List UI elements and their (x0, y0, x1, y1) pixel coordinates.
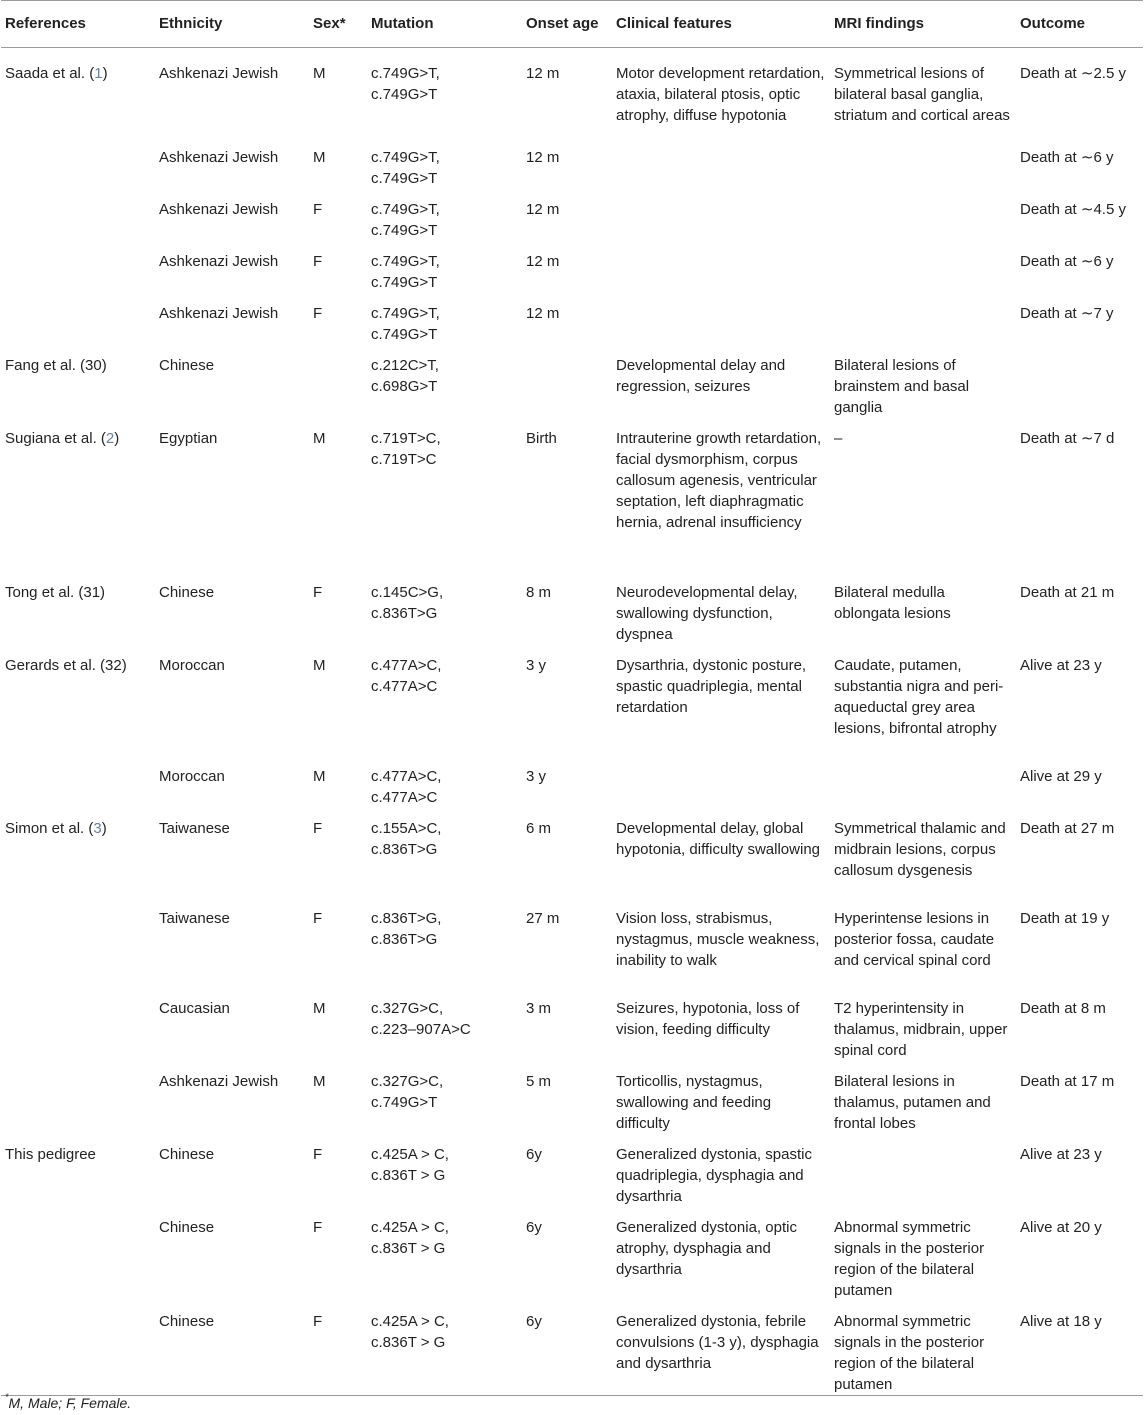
ethnicity-cell-text: Egyptian (159, 429, 218, 447)
reference-close: ) (101, 819, 107, 837)
sex-cell (309, 418, 367, 572)
reference-cell (1, 418, 155, 572)
reference-close: ) (114, 429, 120, 447)
footnote (5, 1393, 131, 1413)
sex-cell (309, 48, 367, 137)
onset-age-cell-text: 6 m (526, 819, 552, 837)
mutation-cell-text: c.327G>C, c.749G>T (371, 1072, 444, 1111)
table-row (1, 241, 1143, 293)
onset-age-cell-text: Birth (526, 429, 557, 447)
reference-cell (1, 137, 155, 189)
sex-cell-text: M (313, 65, 326, 82)
onset-age-cell-text: 12 m (526, 200, 560, 218)
onset-age-cell-text: 3 y (526, 767, 547, 785)
outcome-cell (1016, 241, 1143, 293)
ethnicity-cell (155, 48, 309, 137)
clinical-features-cell-text: Motor development retardation, ataxia, bilateral ptosis, optic atrophy, diffuse hypotonia (616, 65, 825, 124)
mri-findings-cell (830, 137, 1016, 189)
clinical-features-cell (612, 1134, 830, 1207)
mri-findings-cell (830, 898, 1016, 988)
header-mutation: Mutation (367, 1, 522, 48)
clinical-features-cell-text: Seizures, hypotonia, loss of vision, feeding difficulty (616, 999, 800, 1038)
table-row (1, 898, 1143, 988)
onset-age-cell-text: 12 m (526, 65, 560, 82)
mutation-cell (367, 293, 522, 345)
sex-cell-text: F (313, 252, 323, 270)
outcome-cell (1016, 48, 1143, 137)
clinical-features-cell-text: Generalized dystonia, optic atrophy, dysphagia and dysarthria (616, 1218, 797, 1278)
footnote-marker: * (5, 1392, 9, 1402)
ethnicity-cell-text: Taiwanese (159, 909, 230, 927)
mutation-cell (367, 345, 522, 418)
ethnicity-cell (155, 1061, 309, 1134)
reference-cell (1, 293, 155, 345)
ethnicity-cell (155, 1207, 309, 1301)
table-row (1, 48, 1143, 137)
table-row (1, 1301, 1143, 1395)
reference-cell (1, 48, 155, 137)
table-body (1, 48, 1143, 1396)
ethnicity-cell (155, 1134, 309, 1207)
clinical-features-cell (612, 1207, 830, 1301)
outcome-cell (1016, 988, 1143, 1061)
ethnicity-cell-text: Moroccan (159, 767, 225, 785)
ethnicity-cell (155, 756, 309, 808)
clinical-features-cell (612, 808, 830, 898)
ethnicity-cell (155, 988, 309, 1061)
mutation-cell (367, 808, 522, 898)
onset-age-cell (522, 808, 612, 898)
outcome-cell-text: Death at ∼6 y (1020, 148, 1114, 166)
reference-link[interactable]: 1 (94, 65, 103, 82)
mutation-cell (367, 756, 522, 808)
mutation-cell-text: c.327G>C, c.223–907A>C (371, 999, 471, 1038)
ethnicity-cell-text: Chinese (159, 1145, 215, 1163)
onset-age-cell-text: 12 m (526, 304, 560, 322)
mutation-cell (367, 1134, 522, 1207)
sex-cell-text: M (313, 1072, 326, 1090)
table-row (1, 572, 1143, 645)
ethnicity-cell-text: Ashkenazi Jewish (159, 65, 279, 82)
reference-cell (1, 1301, 155, 1395)
clinical-features-cell (612, 48, 830, 137)
mri-findings-cell (830, 645, 1016, 756)
mri-findings-cell-text: Bilateral lesions in thalamus, putamen and frontal lobes (834, 1072, 991, 1132)
outcome-cell-text: Death at 27 m (1020, 819, 1115, 837)
table-bottom-rule (1, 1395, 1143, 1396)
mutation-cell (367, 48, 522, 137)
sex-cell (309, 241, 367, 293)
mri-findings-cell (830, 1207, 1016, 1301)
clinical-features-cell-text: Neurodevelopmental delay, swallowing dysfunction, dyspnea (616, 583, 798, 643)
sex-cell (309, 1207, 367, 1301)
outcome-cell (1016, 189, 1143, 241)
ethnicity-cell (155, 808, 309, 898)
clinical-features-cell-text: Generalized dystonia, spastic quadriplegia, dysphagia and dysarthria (616, 1145, 812, 1205)
onset-age-cell (522, 293, 612, 345)
mutation-cell (367, 1207, 522, 1301)
reference-text: Simon et al. ( (5, 819, 94, 837)
outcome-cell (1016, 293, 1143, 345)
ethnicity-cell-text: Ashkenazi Jewish (159, 148, 279, 166)
onset-age-cell (522, 48, 612, 137)
mutation-cell (367, 418, 522, 572)
clinical-features-cell-text: Torticollis, nystagmus, swallowing and feeding difficulty (616, 1072, 772, 1132)
onset-age-cell (522, 137, 612, 189)
ethnicity-cell-text: Taiwanese (159, 819, 230, 837)
clinical-features-cell (612, 572, 830, 645)
ethnicity-cell-text: Chinese (159, 583, 215, 601)
sex-cell-text: F (313, 304, 323, 322)
outcome-cell-text: Death at ∼4.5 y (1020, 200, 1126, 218)
reference-cell (1, 898, 155, 988)
mri-findings-cell-text: Bilateral lesions of brainstem and basal ganglia (834, 356, 970, 416)
mri-findings-cell-text: Hyperintense lesions in posterior fossa, caudate and cervical spinal cord (834, 909, 995, 969)
outcome-cell (1016, 345, 1143, 418)
mri-findings-cell-text: – (834, 429, 843, 447)
reference-text: Tong et al. (31) (5, 583, 106, 601)
onset-age-cell (522, 756, 612, 808)
reference-cell (1, 241, 155, 293)
sex-cell-text: F (313, 819, 323, 837)
outcome-cell (1016, 1301, 1143, 1395)
mri-findings-cell (830, 572, 1016, 645)
onset-age-cell-text: 27 m (526, 909, 560, 927)
onset-age-cell (522, 645, 612, 756)
ethnicity-cell (155, 137, 309, 189)
sex-cell (309, 898, 367, 988)
sex-cell (309, 572, 367, 645)
ethnicity-cell-text: Ashkenazi Jewish (159, 200, 279, 218)
mutation-cell-text: c.749G>T, c.749G>T (371, 304, 440, 343)
sex-cell (309, 808, 367, 898)
mri-findings-cell-text: Caudate, putamen, substantia nigra and peri-aqueductal grey area lesions, bifrontal atrophy (834, 656, 1004, 737)
outcome-cell-text: Death at 21 m (1020, 583, 1115, 601)
sex-cell-text: M (313, 148, 326, 166)
reference-cell (1, 1061, 155, 1134)
reference-cell (1, 572, 155, 645)
mutation-cell-text: c.836T>G, c.836T>G (371, 909, 442, 948)
outcome-cell-text: Death at 17 m (1020, 1072, 1115, 1090)
sex-cell-text: F (313, 909, 323, 927)
bottom-rule-line (1, 1395, 1143, 1396)
ethnicity-cell-text: Ashkenazi Jewish (159, 1072, 279, 1090)
ethnicity-cell-text: Chinese (159, 356, 215, 374)
table-row (1, 988, 1143, 1061)
outcome-cell (1016, 137, 1143, 189)
ethnicity-cell (155, 241, 309, 293)
mutation-cell (367, 1061, 522, 1134)
onset-age-cell (522, 1207, 612, 1301)
mutation-cell (367, 988, 522, 1061)
mri-findings-cell (830, 1061, 1016, 1134)
sex-cell-text: M (313, 999, 326, 1017)
header-mri-findings: MRI findings (830, 1, 1016, 48)
outcome-cell-text: Death at ∼7 d (1020, 429, 1115, 447)
onset-age-cell-text: 12 m (526, 148, 560, 166)
clinical-features-cell-text: Vision loss, strabismus, nystagmus, muscle weakness, inability to walk (616, 909, 820, 969)
table-row (1, 345, 1143, 418)
clinical-features-cell (612, 756, 830, 808)
outcome-cell (1016, 418, 1143, 572)
outcome-cell (1016, 898, 1143, 988)
mutation-cell (367, 137, 522, 189)
ethnicity-cell (155, 898, 309, 988)
table-row (1, 645, 1143, 756)
ethnicity-cell (155, 189, 309, 241)
reference-cell (1, 1134, 155, 1207)
mutation-cell-text: c.719T>C, c.719T>C (371, 429, 441, 468)
onset-age-cell-text: 5 m (526, 1072, 552, 1090)
ethnicity-cell (155, 572, 309, 645)
mutation-cell-text: c.477A>C, c.477A>C (371, 767, 442, 806)
mri-findings-cell (830, 345, 1016, 418)
mri-findings-cell-text: Abnormal symmetric signals in the posterior region of the bilateral putamen (834, 1312, 985, 1393)
outcome-cell (1016, 645, 1143, 756)
reference-text: Saada et al. ( (5, 65, 95, 82)
outcome-cell-text: Death at ∼7 y (1020, 304, 1114, 322)
clinical-features-cell-text: Dysarthria, dystonic posture, spastic quadriplegia, mental retardation (616, 656, 807, 716)
table-row (1, 808, 1143, 898)
sex-cell (309, 988, 367, 1061)
mri-findings-cell (830, 1301, 1016, 1395)
clinical-features-cell (612, 189, 830, 241)
clinical-features-cell (612, 898, 830, 988)
onset-age-cell (522, 345, 612, 418)
sex-cell (309, 189, 367, 241)
clinical-features-cell (612, 1061, 830, 1134)
sex-cell-text: F (313, 1145, 323, 1163)
sex-cell-text: M (313, 656, 326, 674)
clinical-features-cell (612, 988, 830, 1061)
sex-cell-text: M (313, 767, 326, 785)
mutation-cell-text: c.749G>T, c.749G>T (371, 200, 440, 239)
reference-cell (1, 645, 155, 756)
sex-cell (309, 1061, 367, 1134)
onset-age-cell-text: 3 y (526, 656, 547, 674)
onset-age-cell-text: 3 m (526, 999, 552, 1017)
table-header-row (1, 1, 1143, 48)
ethnicity-cell-text: Chinese (159, 1218, 215, 1236)
reference-text: This pedigree (5, 1145, 96, 1163)
outcome-cell-text: Alive at 23 y (1020, 1145, 1102, 1163)
onset-age-cell (522, 189, 612, 241)
mri-findings-cell (830, 756, 1016, 808)
sex-cell-text: F (313, 1218, 323, 1236)
clinical-features-cell-text: Developmental delay, global hypotonia, difficulty swallowing (616, 819, 821, 858)
sex-cell (309, 345, 367, 418)
outcome-cell-text: Alive at 18 y (1020, 1312, 1102, 1330)
comparison-table (1, 0, 1143, 1396)
sex-cell-text: M (313, 429, 326, 447)
ethnicity-cell (155, 293, 309, 345)
mutation-cell (367, 241, 522, 293)
ethnicity-cell-text: Ashkenazi Jewish (159, 252, 279, 270)
mutation-cell-text: c.749G>T, c.749G>T (371, 148, 440, 187)
clinical-features-cell-text: Intrauterine growth retardation, facial dysmorphism, corpus callosum agenesis, ventricular septation, left diaphragmatic hernia, adrenal insufficiency (616, 429, 822, 531)
reference-cell (1, 345, 155, 418)
clinical-features-cell (612, 137, 830, 189)
clinical-features-cell-text: Generalized dystonia, febrile convulsions (1-3 y), dysphagia and dysarthria (616, 1312, 819, 1372)
onset-age-cell (522, 241, 612, 293)
sex-cell (309, 645, 367, 756)
mri-findings-cell-text: Symmetrical lesions of bilateral basal ganglia, striatum and cortical areas (834, 65, 1010, 124)
mutation-cell-text: c.425A > C, c.836T > G (371, 1312, 449, 1351)
mri-findings-cell-text: Symmetrical thalamic and midbrain lesions, corpus callosum dysgenesis (834, 819, 1006, 879)
ethnicity-cell-text: Ashkenazi Jewish (159, 304, 279, 322)
mri-findings-cell-text: Abnormal symmetric signals in the posterior region of the bilateral putamen (834, 1218, 985, 1299)
clinical-features-cell (612, 645, 830, 756)
sex-cell (309, 137, 367, 189)
table-row (1, 1134, 1143, 1207)
outcome-cell (1016, 1061, 1143, 1134)
header-sex: Sex* (309, 1, 367, 48)
onset-age-cell (522, 1061, 612, 1134)
onset-age-cell (522, 418, 612, 572)
outcome-cell-text: Alive at 20 y (1020, 1218, 1102, 1236)
header-onset-age: Onset age (522, 1, 612, 48)
clinical-features-cell (612, 345, 830, 418)
mutation-cell-text: c.425A > C, c.836T > G (371, 1145, 449, 1184)
table-row (1, 137, 1143, 189)
sex-cell (309, 1134, 367, 1207)
header-outcome: Outcome (1016, 1, 1143, 48)
clinical-features-cell (612, 241, 830, 293)
ethnicity-cell-text: Moroccan (159, 656, 225, 674)
onset-age-cell (522, 1134, 612, 1207)
mri-findings-cell (830, 189, 1016, 241)
mutation-cell-text: c.749G>T, c.749G>T (371, 65, 440, 103)
reference-link[interactable]: 3 (93, 819, 102, 837)
mri-findings-cell (830, 293, 1016, 345)
mri-findings-cell (830, 48, 1016, 137)
reference-cell (1, 756, 155, 808)
clinical-features-cell (612, 1301, 830, 1395)
sex-cell (309, 756, 367, 808)
outcome-cell (1016, 1207, 1143, 1301)
sex-cell-text: F (313, 583, 323, 601)
mri-findings-cell (830, 808, 1016, 898)
onset-age-cell-text: 6y (526, 1218, 542, 1236)
header-ethnicity: Ethnicity (155, 1, 309, 48)
outcome-cell-text: Death at ∼2.5 y (1020, 65, 1126, 82)
mutation-cell-text: c.212C>T, c.698G>T (371, 356, 439, 395)
sex-cell-text: F (313, 200, 323, 218)
mutation-cell-text: c.145C>G, c.836T>G (371, 583, 444, 622)
mutation-cell (367, 572, 522, 645)
mutation-cell-text: c.425A > C, c.836T > G (371, 1218, 449, 1257)
onset-age-cell-text: 12 m (526, 252, 560, 270)
mri-findings-cell (830, 988, 1016, 1061)
outcome-cell-text: Alive at 29 y (1020, 767, 1102, 785)
mutation-cell (367, 189, 522, 241)
onset-age-cell-text: 6y (526, 1145, 542, 1163)
table-row (1, 756, 1143, 808)
outcome-cell (1016, 572, 1143, 645)
sex-cell-text: F (313, 1312, 323, 1330)
ethnicity-cell (155, 418, 309, 572)
header-references: References (1, 1, 155, 48)
mutation-cell-text: c.477A>C, c.477A>C (371, 656, 442, 695)
outcome-cell (1016, 808, 1143, 898)
reference-close: ) (102, 65, 108, 82)
clinical-features-cell-text: Developmental delay and regression, seizures (616, 356, 786, 395)
outcome-cell-text: Death at ∼6 y (1020, 252, 1114, 270)
ethnicity-cell-text: Chinese (159, 1312, 215, 1330)
footnote-text: M, Male; F, Female. (8, 1395, 132, 1411)
mri-findings-cell-text: T2 hyperintensity in thalamus, midbrain, upper spinal cord (834, 999, 1008, 1059)
mutation-cell (367, 898, 522, 988)
ethnicity-cell (155, 1301, 309, 1395)
outcome-cell-text: Death at 8 m (1020, 999, 1106, 1017)
outcome-cell (1016, 756, 1143, 808)
outcome-cell (1016, 1134, 1143, 1207)
mri-findings-cell (830, 241, 1016, 293)
mutation-cell (367, 645, 522, 756)
header-clinical-features: Clinical features (612, 1, 830, 48)
reference-cell (1, 808, 155, 898)
ethnicity-cell (155, 645, 309, 756)
mutation-cell-text: c.749G>T, c.749G>T (371, 252, 440, 291)
onset-age-cell (522, 988, 612, 1061)
onset-age-cell (522, 572, 612, 645)
clinical-features-cell (612, 418, 830, 572)
reference-cell (1, 189, 155, 241)
mutation-cell-text: c.155A>C, c.836T>G (371, 819, 442, 858)
reference-text: Gerards et al. (32) (5, 656, 127, 674)
mri-findings-cell (830, 418, 1016, 572)
sex-cell (309, 293, 367, 345)
reference-text: Fang et al. (30) (5, 356, 107, 374)
mutation-cell (367, 1301, 522, 1395)
table-row (1, 189, 1143, 241)
reference-link[interactable]: 2 (105, 429, 115, 447)
reference-cell (1, 988, 155, 1061)
clinical-features-cell (612, 293, 830, 345)
outcome-cell-text: Alive at 23 y (1020, 656, 1102, 674)
sex-cell (309, 1301, 367, 1395)
mri-findings-cell (830, 1134, 1016, 1207)
reference-cell (1, 1207, 155, 1301)
outcome-cell-text: Death at 19 y (1020, 909, 1110, 927)
reference-text: Sugiana et al. ( (5, 429, 106, 447)
ethnicity-cell (155, 345, 309, 418)
table-row (1, 1061, 1143, 1134)
table-row (1, 1207, 1143, 1301)
ethnicity-cell-text: Caucasian (159, 999, 230, 1017)
onset-age-cell-text: 8 m (526, 583, 552, 601)
onset-age-cell-text: 6y (526, 1312, 542, 1330)
onset-age-cell (522, 1301, 612, 1395)
table-row (1, 293, 1143, 345)
mri-findings-cell-text: Bilateral medulla oblongata lesions (834, 583, 951, 622)
table-row (1, 418, 1143, 572)
onset-age-cell (522, 898, 612, 988)
